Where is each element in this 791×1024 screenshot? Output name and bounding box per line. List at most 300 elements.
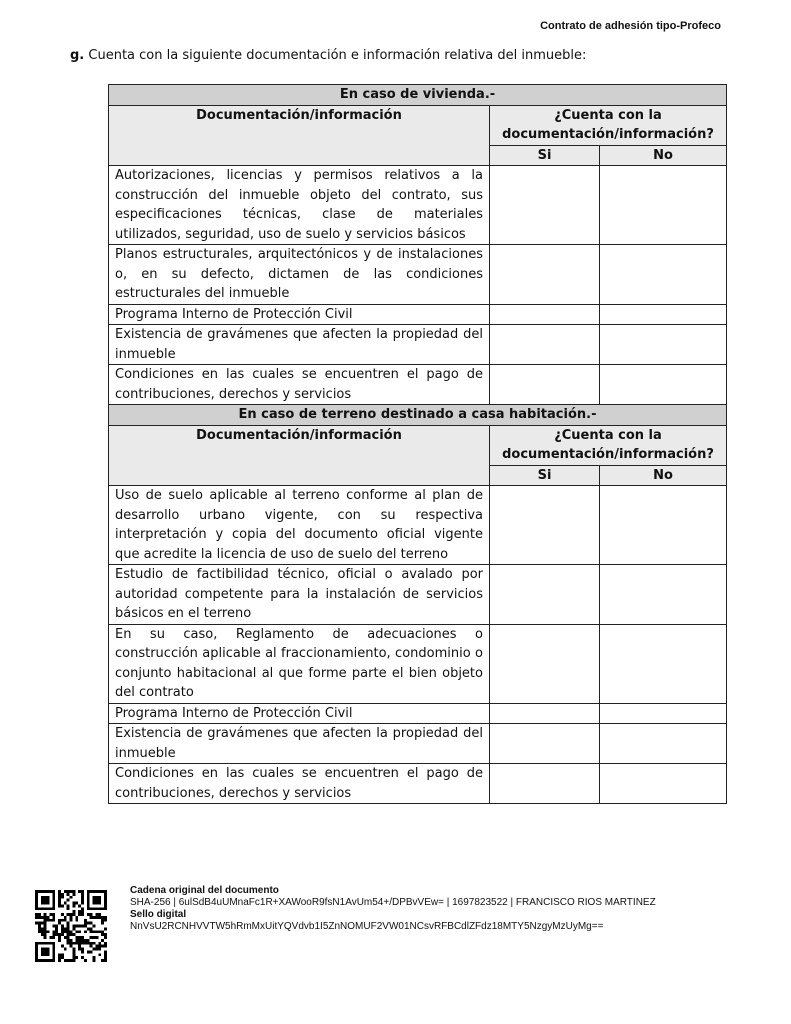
qr-module [81,939,84,942]
qr-module [61,933,64,936]
qr-module [104,907,107,910]
qr-module [87,902,90,905]
qr-module [52,950,55,953]
qr-module [93,942,96,945]
qr-module [47,896,50,899]
table-row [109,724,727,764]
qr-module [70,896,73,899]
no-cell [600,624,727,703]
qr-module [90,922,93,925]
qr-module [35,893,38,896]
qr-module [58,902,61,905]
yes-cell [490,245,600,305]
qr-module [35,913,38,916]
qr-module [58,893,61,896]
qr-module [81,907,84,910]
qr-module [70,959,73,962]
qr-module [35,956,38,959]
qr-module [35,948,38,951]
qr-module [90,890,93,893]
qr-module [101,930,104,933]
qr-module [61,919,64,922]
yes-cell [490,624,600,703]
qr-module [44,950,47,953]
qr-module [81,913,84,916]
chain-value: SHA-256 | 6ulSdB4uUMnaFc1R+XAWooR9fsN1AvUm54+/DPBvVEw= | 1697823522 | FRANCISCO RIOS MARTINEZ [130,897,656,908]
qr-module [44,936,47,939]
qr-module [61,913,64,916]
qr-module [75,902,78,905]
qr-module [35,904,38,907]
qr-module [72,902,75,905]
qr-module [75,939,78,942]
qr-module [52,902,55,905]
qr-module [67,936,70,939]
qr-module [67,890,70,893]
column-header-yes: Si [490,465,600,486]
qr-module [61,927,64,930]
qr-module [41,902,44,905]
qr-module [104,902,107,905]
column-header-row [109,105,727,145]
requirement-description: Programa Interno de Protección Civil [109,304,490,325]
qr-module [72,933,75,936]
qr-module [64,890,67,893]
qr-module [67,899,70,902]
qr-module [104,890,107,893]
qr-module [61,904,64,907]
seal-value: NnVsU2RCNHVVTW5hRmMxUitYQVdvb1I5ZnNOMUF2VW01NCsvRFBCdlZFdz18MTY5NzgyMzUyMg== [130,921,604,932]
qr-module [72,893,75,896]
table-row [109,486,727,565]
qr-module [61,893,64,896]
qr-module [44,922,47,925]
qr-module [95,896,98,899]
qr-module [93,916,96,919]
qr-module [101,890,104,893]
qr-module [72,948,75,951]
qr-module [38,942,41,945]
qr-module [52,904,55,907]
qr-module [55,933,58,936]
qr-module [95,890,98,893]
qr-module [41,907,44,910]
qr-module [87,950,90,953]
qr-module [104,893,107,896]
qr-module [64,936,67,939]
requirement-description: En su caso, Reglamento de adecuaciones o construcción aplicable al fraccionamiento, condominio o conjunto habitacional al que forme parte el bien objeto del contrato [109,624,490,703]
qr-module [101,907,104,910]
qr-module [70,930,73,933]
no-cell [600,703,727,724]
qr-module [41,948,44,951]
qr-module [58,933,61,936]
qr-module [72,890,75,893]
qr-module [81,925,84,928]
column-header-documentation: Documentación/información [109,425,490,486]
digital-signature-footer [130,885,656,933]
qr-module [72,959,75,962]
qr-module [75,925,78,928]
column-header-no: No [600,145,727,166]
qr-module [38,925,41,928]
documentation-table [108,84,727,804]
qr-module [58,939,61,942]
section-title-row [109,405,727,426]
qr-module [58,904,61,907]
qr-module [98,896,101,899]
qr-module [78,945,81,948]
requirement-description: Planos estructurales, arquitectónicos y de instalaciones o, en su defecto, dictamen de las condiciones estructurales del inmueble [109,245,490,305]
qr-module [64,930,67,933]
qr-module [98,899,101,902]
qr-module [104,933,107,936]
qr-module [52,890,55,893]
no-cell [600,166,727,245]
qr-module [49,913,52,916]
qr-module [47,950,50,953]
qr-module [95,902,98,905]
qr-module [44,933,47,936]
qr-module [104,896,107,899]
qr-module [58,956,61,959]
qr-module [72,913,75,916]
qr-module [78,925,81,928]
qr-module [44,907,47,910]
qr-module [58,890,61,893]
qr-module [52,919,55,922]
yes-cell [490,304,600,325]
qr-module [67,893,70,896]
no-cell [600,245,727,305]
qr-module [104,953,107,956]
qr-module [78,939,81,942]
qr-module [93,930,96,933]
section-title-row [109,85,727,106]
table-row [109,764,727,804]
qr-module [41,896,44,899]
qr-module [98,916,101,919]
qr-module [81,956,84,959]
table-row [109,624,727,703]
qr-module [93,902,96,905]
qr-module [104,956,107,959]
qr-module [98,930,101,933]
qr-module [52,925,55,928]
qr-module [70,939,73,942]
qr-module [41,959,44,962]
qr-module [47,916,50,919]
qr-module [67,933,70,936]
qr-module [75,956,78,959]
qr-module [72,950,75,953]
qr-module [52,956,55,959]
qr-module [78,910,81,913]
qr-module [49,919,52,922]
qr-module [78,913,81,916]
qr-module [49,907,52,910]
qr-module [78,942,81,945]
table-row [109,245,727,305]
qr-module [64,919,67,922]
qr-module [93,890,96,893]
qr-module [81,942,84,945]
qr-module [70,916,73,919]
qr-module [52,942,55,945]
qr-module [52,948,55,951]
qr-module [67,930,70,933]
qr-module [95,899,98,902]
qr-module [87,942,90,945]
qr-module [44,930,47,933]
qr-module [90,927,93,930]
intro-paragraph [70,48,586,63]
yes-cell [490,486,600,565]
section-title: En caso de terreno destinado a casa habitación.- [109,405,727,426]
qr-module [58,896,61,899]
qr-module [67,925,70,928]
qr-module [93,907,96,910]
qr-module [104,942,107,945]
document-header-title: Contrato de adhesión tipo-Profeco [540,20,721,32]
qr-module [75,942,78,945]
qr-module [44,925,47,928]
qr-module [93,896,96,899]
requirement-description: Autorizaciones, licencias y permisos relativos a la construcción del inmueble objeto del contrato, sus especificaciones técnicas, clase de materiales utilizados, seguridad, uso de suelo y servicios básicos [109,166,490,245]
qr-module [35,907,38,910]
qr-module [55,930,58,933]
qr-module [44,896,47,899]
qr-module [98,942,101,945]
qr-module [72,942,75,945]
qr-module [52,930,55,933]
qr-module [67,942,70,945]
yes-cell [490,764,600,804]
qr-module [101,919,104,922]
qr-code-image [35,890,107,962]
qr-module [44,948,47,951]
qr-module [35,942,38,945]
column-header-yes: Si [490,145,600,166]
table-row [109,325,727,365]
qr-module [52,933,55,936]
qr-module [52,936,55,939]
qr-module [52,913,55,916]
qr-module [61,896,64,899]
qr-module [95,945,98,948]
qr-module [38,930,41,933]
qr-module [58,899,61,902]
qr-module [81,910,84,913]
qr-module [44,919,47,922]
qr-module [84,930,87,933]
column-header-documentation: Documentación/información [109,105,490,166]
qr-module [49,890,52,893]
seal-label: Sello digital [130,909,187,920]
qr-module [41,933,44,936]
no-cell [600,365,727,405]
table-row [109,565,727,625]
qr-module [44,899,47,902]
qr-module [72,927,75,930]
qr-module [87,939,90,942]
qr-module [90,945,93,948]
qr-module [104,927,107,930]
qr-module [90,913,93,916]
qr-module [87,913,90,916]
qr-module [101,959,104,962]
qr-module [90,916,93,919]
qr-module [81,896,84,899]
qr-module [67,907,70,910]
qr-module [35,922,38,925]
qr-module [44,942,47,945]
qr-module [98,945,101,948]
requirement-description: Existencia de gravámenes que afecten la propiedad del inmueble [109,724,490,764]
qr-module [75,916,78,919]
qr-module [87,899,90,902]
qr-module [35,899,38,902]
qr-module [47,930,50,933]
qr-module [41,890,44,893]
qr-module [61,956,64,959]
qr-module [58,922,61,925]
qr-module [101,939,104,942]
qr-module [35,945,38,948]
qr-module [38,890,41,893]
qr-module [101,945,104,948]
qr-module [90,930,93,933]
qr-module [78,948,81,951]
qr-module [47,899,50,902]
qr-module [87,896,90,899]
no-cell [600,325,727,365]
qr-module [44,890,47,893]
qr-module [49,959,52,962]
qr-module [101,922,104,925]
qr-module [52,896,55,899]
qr-module [67,922,70,925]
qr-module [67,913,70,916]
qr-module [93,925,96,928]
qr-module [35,959,38,962]
qr-module [47,942,50,945]
qr-module [84,939,87,942]
qr-module [38,913,41,916]
qr-module [47,919,50,922]
qr-module [78,890,81,893]
requirement-description: Uso de suelo aplicable al terreno conforme al plan de desarrollo urbano vigente, con su respectiva interpretación y copia del documento oficial vigente que acredite la licencia de uso de suelo del terreno [109,486,490,565]
column-header-no: No [600,465,727,486]
qr-module [98,948,101,951]
qr-module [35,890,38,893]
qr-module [87,927,90,930]
table-row [109,703,727,724]
qr-module [61,945,64,948]
yes-cell [490,724,600,764]
requirement-description: Programa Interno de Protección Civil [109,703,490,724]
qr-module [44,927,47,930]
requirement-description: Estudio de factibilidad técnico, oficial o avalado por autoridad competente para la instalación de servicios básicos en el terreno [109,565,490,625]
qr-module [93,948,96,951]
qr-module [104,916,107,919]
qr-module [44,913,47,916]
qr-module [47,890,50,893]
qr-module [41,930,44,933]
qr-module [38,916,41,919]
qr-module [67,927,70,930]
qr-module [64,902,67,905]
qr-module [93,956,96,959]
qr-module [90,936,93,939]
qr-module [41,899,44,902]
qr-module [104,899,107,902]
table-row [109,166,727,245]
qr-module [47,948,50,951]
qr-module [81,893,84,896]
no-cell [600,724,727,764]
qr-module [78,936,81,939]
column-header-has-documentation: ¿Cuenta con la documentación/información? [490,425,727,465]
intro-text: Cuenta con la siguiente documentación e información relativa del inmueble: [88,48,587,63]
no-cell [600,486,727,565]
qr-module [72,904,75,907]
qr-module [98,907,101,910]
column-header-has-documentation: ¿Cuenta con la documentación/información? [490,105,727,145]
qr-module [90,942,93,945]
qr-module [49,942,52,945]
qr-module [70,890,73,893]
qr-module [38,927,41,930]
qr-module [87,922,90,925]
qr-module [70,933,73,936]
qr-module [55,925,58,928]
qr-module [35,916,38,919]
qr-module [75,919,78,922]
qr-module [95,936,98,939]
qr-module [61,925,64,928]
qr-module [87,904,90,907]
qr-module [44,916,47,919]
qr-module [41,942,44,945]
qr-module [47,959,50,962]
qr-module [75,930,78,933]
qr-module [52,959,55,962]
requirement-description: Condiciones en las cuales se encuentren el pago de contribuciones, derechos y servicios [109,365,490,405]
qr-module [84,919,87,922]
qr-module [44,902,47,905]
qr-module [64,927,67,930]
qr-module [98,913,101,916]
qr-module [98,902,101,905]
qr-module [61,953,64,956]
qr-module [81,948,84,951]
qr-module [67,939,70,942]
qr-module [70,942,73,945]
qr-module [35,896,38,899]
no-cell [600,565,727,625]
qr-module [64,916,67,919]
qr-module [58,936,61,939]
qr-module [95,916,98,919]
qr-module [58,959,61,962]
qr-module [52,899,55,902]
qr-module [95,948,98,951]
qr-module [61,930,64,933]
qr-module [64,948,67,951]
table-row [109,304,727,325]
qr-module [93,959,96,962]
